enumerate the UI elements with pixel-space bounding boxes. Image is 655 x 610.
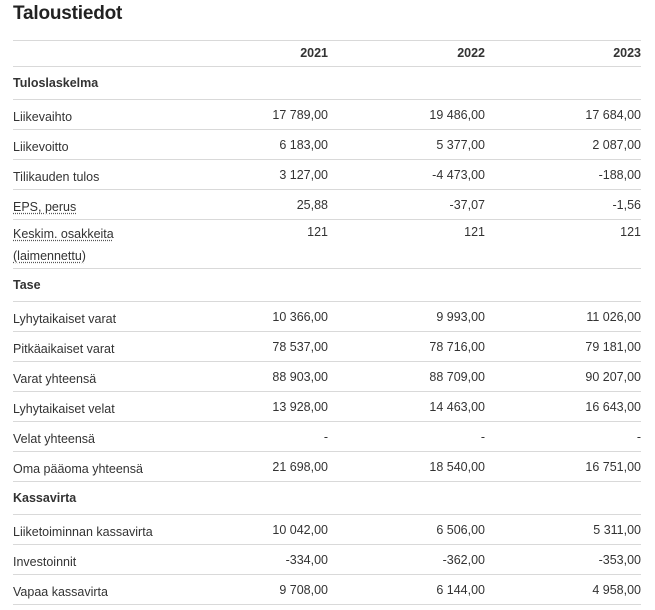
row-label: Liiketoiminnan kassavirta bbox=[13, 515, 173, 545]
row-label: Varat yhteensä bbox=[13, 362, 173, 392]
table-row bbox=[13, 302, 641, 332]
value-cell: 16 751,00 bbox=[485, 452, 641, 482]
value-cell: - bbox=[485, 422, 641, 452]
value-cell: 9 993,00 bbox=[328, 302, 485, 332]
value-cell: 13 928,00 bbox=[173, 392, 328, 422]
financials-table bbox=[13, 40, 641, 605]
row-label: Vapaa kassavirta bbox=[13, 575, 173, 605]
value-cell: 19 486,00 bbox=[328, 100, 485, 130]
value-cell: 79 181,00 bbox=[485, 332, 641, 362]
value-cell: 16 643,00 bbox=[485, 392, 641, 422]
table-row bbox=[13, 545, 641, 575]
section-title: Tase bbox=[13, 269, 641, 302]
section-row-tase bbox=[13, 269, 641, 302]
table-row bbox=[13, 392, 641, 422]
value-cell: 9 708,00 bbox=[173, 575, 328, 605]
section-row-kassavirta bbox=[13, 482, 641, 515]
value-cell: 5 377,00 bbox=[328, 130, 485, 160]
row-label: Investoinnit bbox=[13, 545, 173, 575]
table-row bbox=[13, 220, 641, 269]
value-cell: -334,00 bbox=[173, 545, 328, 575]
row-label: Lyhytaikaiset velat bbox=[13, 392, 173, 422]
row-label: Liikevoitto bbox=[13, 130, 173, 160]
value-cell: 78 716,00 bbox=[328, 332, 485, 362]
value-cell: 78 537,00 bbox=[173, 332, 328, 362]
section-title: Kassavirta bbox=[13, 482, 641, 515]
table-row bbox=[13, 190, 641, 220]
value-cell: 11 026,00 bbox=[485, 302, 641, 332]
table-row bbox=[13, 422, 641, 452]
value-cell: 90 207,00 bbox=[485, 362, 641, 392]
value-cell: -37,07 bbox=[328, 190, 485, 220]
table-row bbox=[13, 362, 641, 392]
table-row bbox=[13, 130, 641, 160]
value-cell: -1,56 bbox=[485, 190, 641, 220]
value-cell: 6 144,00 bbox=[328, 575, 485, 605]
value-cell: 88 709,00 bbox=[328, 362, 485, 392]
column-header-label bbox=[13, 41, 173, 67]
row-label: Velat yhteensä bbox=[13, 422, 173, 452]
row-label: Pitkäaikaiset varat bbox=[13, 332, 173, 362]
value-cell: - bbox=[173, 422, 328, 452]
value-cell: 17 789,00 bbox=[173, 100, 328, 130]
column-header-2022: 2022 bbox=[328, 41, 485, 67]
row-label: Tilikauden tulos bbox=[13, 160, 173, 190]
value-cell: 10 366,00 bbox=[173, 302, 328, 332]
section-row-tuloslaskelma bbox=[13, 67, 641, 100]
value-cell: 2 087,00 bbox=[485, 130, 641, 160]
value-cell: 4 958,00 bbox=[485, 575, 641, 605]
value-cell: 121 bbox=[328, 220, 485, 269]
table-row bbox=[13, 515, 641, 545]
value-cell: 3 127,00 bbox=[173, 160, 328, 190]
value-cell: 88 903,00 bbox=[173, 362, 328, 392]
column-header-2021: 2021 bbox=[173, 41, 328, 67]
value-cell: -353,00 bbox=[485, 545, 641, 575]
table-header-row bbox=[13, 41, 641, 67]
value-cell: 6 506,00 bbox=[328, 515, 485, 545]
row-label: Lyhytaikaiset varat bbox=[13, 302, 173, 332]
value-cell: 17 684,00 bbox=[485, 100, 641, 130]
value-cell: - bbox=[328, 422, 485, 452]
value-cell: 10 042,00 bbox=[173, 515, 328, 545]
value-cell: 25,88 bbox=[173, 190, 328, 220]
avg-shares-label-abbr: Keskim. osakkeita (laimennettu) bbox=[13, 227, 114, 263]
value-cell: -188,00 bbox=[485, 160, 641, 190]
table-row bbox=[13, 100, 641, 130]
value-cell: 121 bbox=[485, 220, 641, 269]
value-cell: -362,00 bbox=[328, 545, 485, 575]
column-header-2023: 2023 bbox=[485, 41, 641, 67]
value-cell: 6 183,00 bbox=[173, 130, 328, 160]
value-cell: 5 311,00 bbox=[485, 515, 641, 545]
section-title: Tuloslaskelma bbox=[13, 67, 641, 100]
eps-label-abbr: EPS, perus bbox=[13, 200, 77, 214]
page-title: Taloustiedot bbox=[13, 3, 123, 24]
row-label: Liikevaihto bbox=[13, 100, 173, 130]
value-cell: -4 473,00 bbox=[328, 160, 485, 190]
value-cell: 18 540,00 bbox=[328, 452, 485, 482]
value-cell: 21 698,00 bbox=[173, 452, 328, 482]
value-cell: 14 463,00 bbox=[328, 392, 485, 422]
table-row bbox=[13, 332, 641, 362]
table-row bbox=[13, 160, 641, 190]
row-label: Oma pääoma yhteensä bbox=[13, 452, 173, 482]
value-cell: 121 bbox=[173, 220, 328, 269]
table-row bbox=[13, 575, 641, 605]
table-row bbox=[13, 452, 641, 482]
